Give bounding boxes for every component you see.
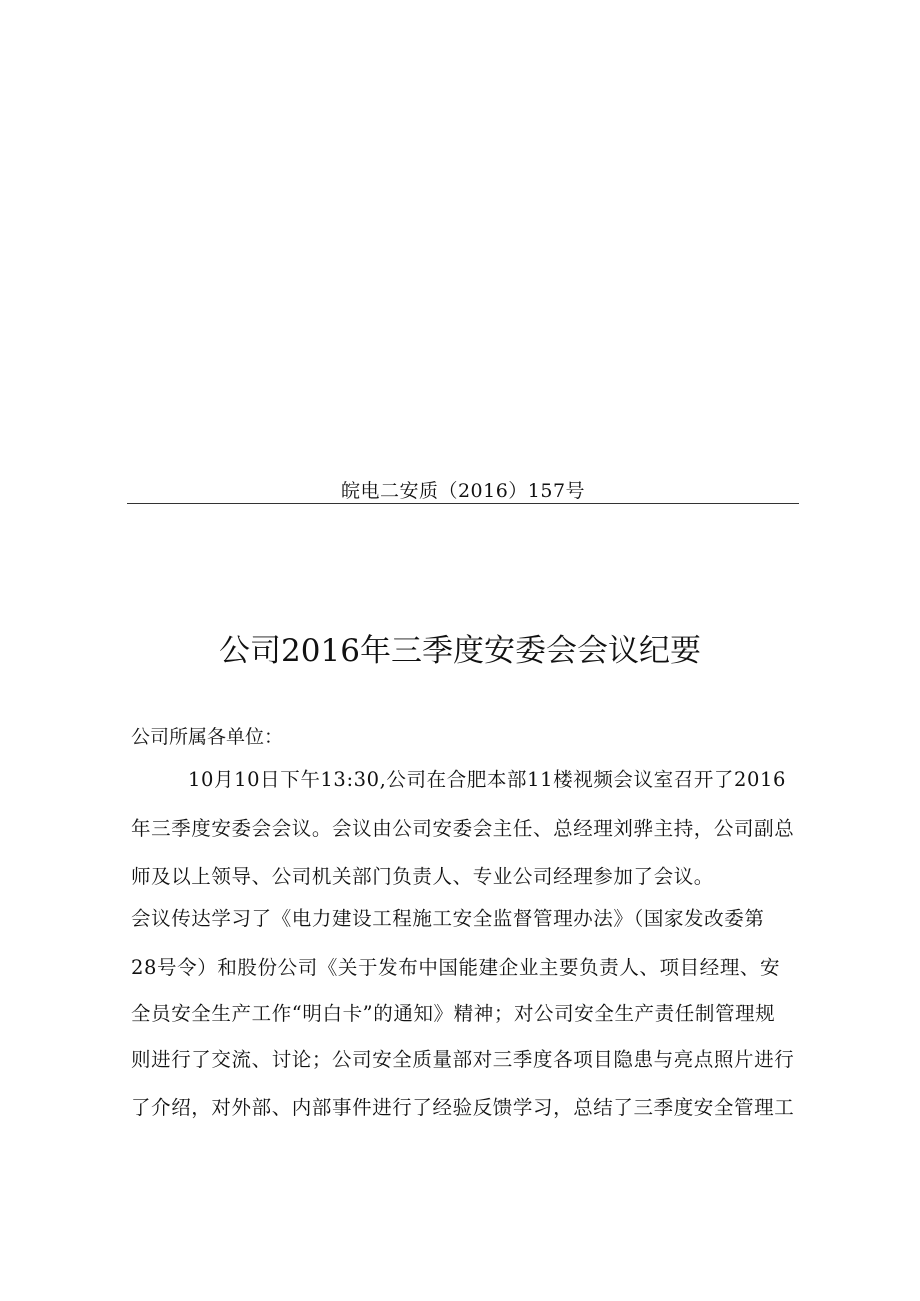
paragraph-line: 会议传达学习了《电力建设工程施工安全监督管理办法》（国家发改委第 bbox=[131, 907, 765, 930]
paragraph-line: 年三季度安委会会议。会议由公司安委会主任、总经理刘骅主持，公司副总 bbox=[131, 817, 795, 840]
paragraph-line: 28号令）和股份公司《关于发布中国能建企业主要负责人、项目经理、安 bbox=[131, 956, 781, 979]
paragraph-line: 全员安全生产工作“明白卡”的通知》精神；对公司安全生产责任制管理规 bbox=[131, 1002, 776, 1025]
paragraph-line: 10月10日下午13:30,公司在合肥本部11楼视频会议室召开了2016 bbox=[188, 768, 787, 791]
header-divider bbox=[127, 503, 799, 504]
paragraph-line: 了介绍，对外部、内部事件进行了经验反馈学习，总结了三季度安全管理工 bbox=[131, 1096, 795, 1119]
paragraph-line: 师及以上领导、公司机关部门负责人、专业公司经理参加了会议。 bbox=[131, 865, 714, 888]
salutation: 公司所属各单位： bbox=[131, 726, 284, 748]
document-number: 皖电二安质（2016）157号 bbox=[340, 480, 586, 502]
document-title: 公司2016年三季度安委会会议纪要 bbox=[219, 633, 701, 669]
paragraph-line: 则进行了交流、讨论；公司安全质量部对三季度各项目隐患与亮点照片进行 bbox=[131, 1048, 795, 1071]
